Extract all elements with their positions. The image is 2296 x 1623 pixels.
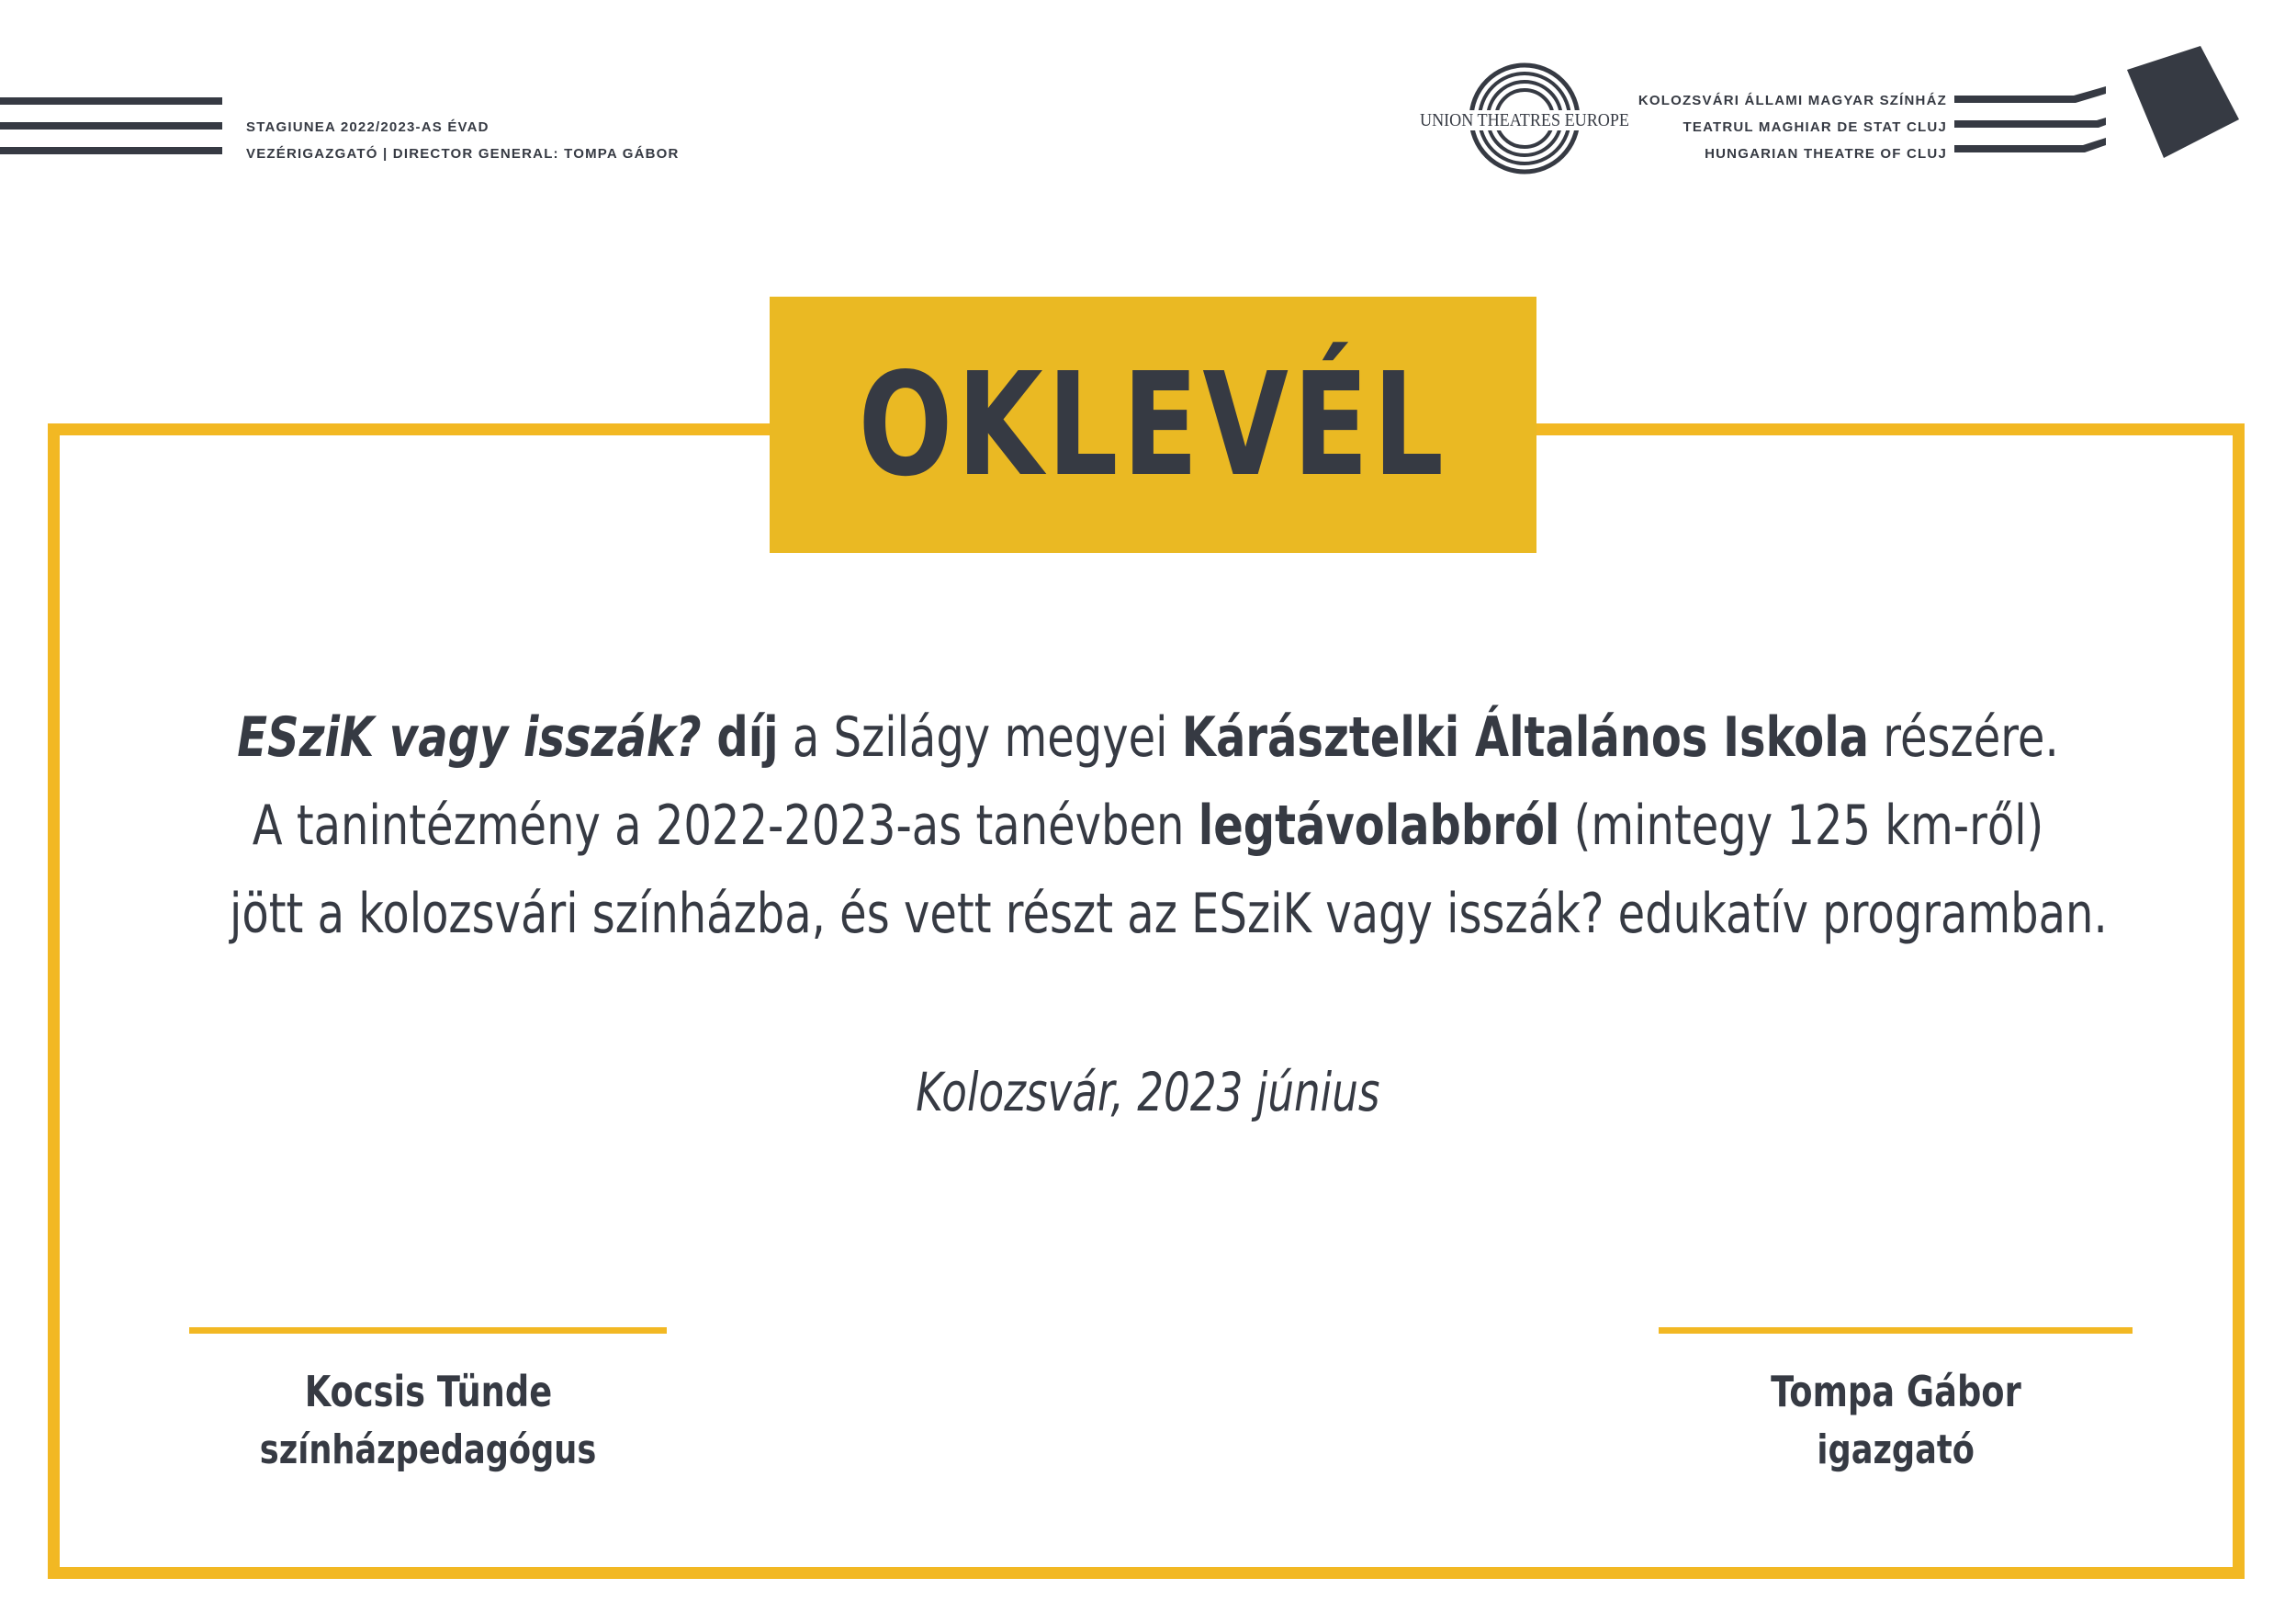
signature-name-left: [189, 1367, 667, 1416]
certificate-body: [0, 693, 2296, 958]
certificate-title: OKLEVÉL: [858, 342, 1448, 508]
school-name: Kárásztelki Általános Iskola: [1181, 705, 1870, 770]
signature-role-left: [189, 1426, 667, 1473]
signature-role-text: igazgató: [1817, 1426, 1975, 1473]
theatre-name-ro: TEATRUL MAGHIAR DE STAT CLUJ: [1683, 119, 1947, 135]
distance-highlight: legtávolabbról: [1198, 794, 1560, 858]
signature-role-text: színházpedagógus: [259, 1426, 597, 1473]
body-text-start: A tanintézmény a 2022-2023-as tanévben: [252, 794, 1199, 858]
union-theatres-europe-logo: [1414, 62, 1635, 175]
director-line: [246, 147, 680, 161]
season-line: STAGIUNEA 2022/2023-AS ÉVAD: [246, 119, 490, 135]
title-box: [770, 297, 1536, 553]
theatre-name-hu: KOLOZSVÁRI ÁLLAMI MAGYAR SZÍNHÁZ: [1638, 93, 1947, 108]
signature-line-left: [189, 1327, 667, 1334]
signature-name-text: Tompa Gábor: [1770, 1367, 2021, 1416]
svg-text:UNION THEATRES EUROPE: UNION THEATRES EUROPE: [1420, 110, 1629, 130]
director-name: TOMPA GÁBOR: [564, 146, 680, 162]
distance-note: (mintegy 125 km-ről): [1559, 794, 2044, 858]
signature-name-text: Kocsis Tünde: [304, 1367, 552, 1416]
body-text-mid: a Szilágy megyei: [778, 705, 1182, 770]
body-text-end: részére.: [1869, 705, 2059, 770]
signature-role-right: [1659, 1426, 2133, 1473]
body-line-3: jött a kolozsvári színházba, és vett részt az ESziK vagy isszák? edukatív programban.: [230, 882, 2108, 946]
stripe: [0, 122, 222, 130]
stripe: [0, 97, 222, 105]
signature-line-right: [1659, 1327, 2133, 1334]
body-line-1: [230, 693, 2066, 782]
award-word: díj: [701, 705, 779, 770]
place-date-text: Kolozsvár, 2023 június: [916, 1061, 1380, 1123]
theatre-logo: [1954, 44, 2248, 163]
theatre-name-en: HUNGARIAN THEATRE OF CLUJ: [1705, 146, 1947, 162]
body-line-2: [230, 782, 2066, 870]
signature-name-right: [1659, 1367, 2133, 1416]
award-name: ESziK vagy isszák?: [237, 705, 702, 770]
stripe: [0, 147, 222, 154]
director-prefix: VEZÉRIGAZGATÓ | DIRECTOR GENERAL:: [246, 146, 565, 162]
place-date: [0, 1061, 2296, 1123]
